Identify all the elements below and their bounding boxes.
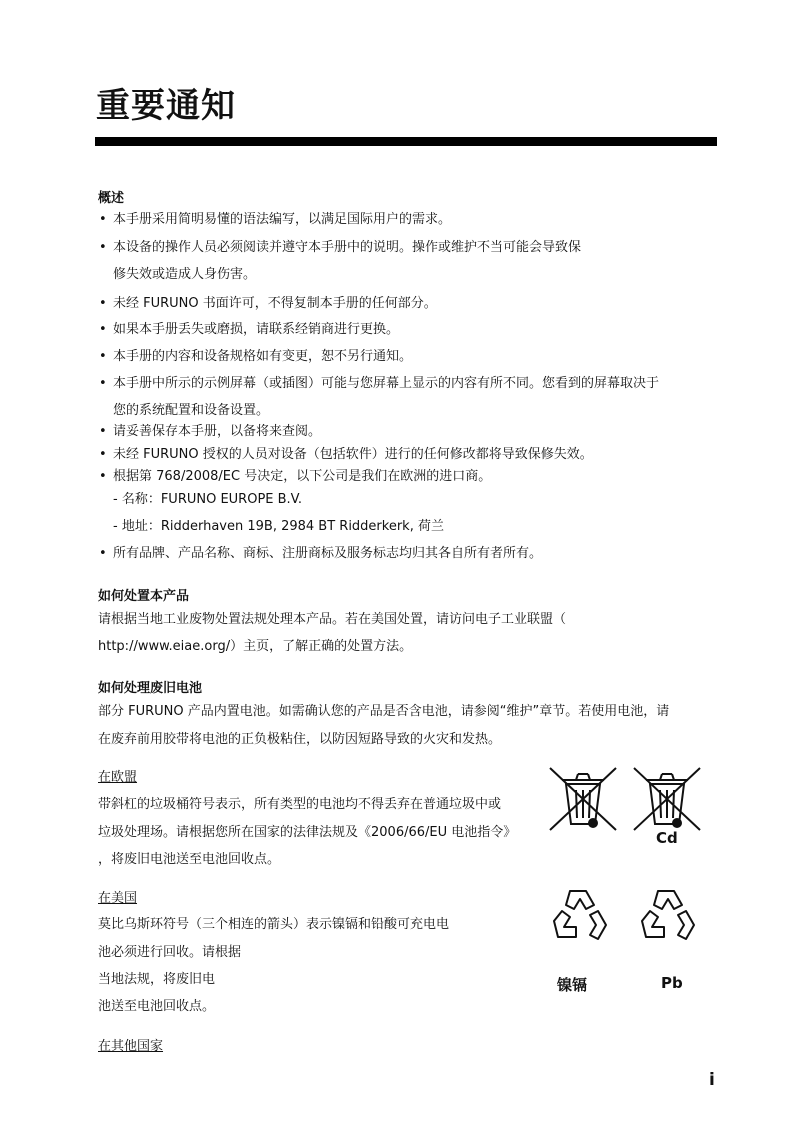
overview-bullet: • 本手册的内容和设备规格如有变更，恕不另行通知。 (113, 349, 412, 365)
dispose-product-heading: 如何处置本产品 (98, 589, 190, 604)
dispose-product-text: 请根据当地工业废物处置法规处理本产品。若在美国处置，请访问电子工业联盟（ (98, 612, 567, 627)
nicd-label: 镍镉 (557, 976, 588, 994)
dispose-battery-text: 在废弃前用胶带将电池的正负极粘住，以防因短路导致的火灾和发热。 (98, 732, 502, 747)
overview-bullet-cont: 修失效或造成人身伤害。 (113, 267, 257, 282)
us-heading: 在美国 (98, 891, 138, 906)
page-number: i (709, 1070, 715, 1090)
dispose-battery-heading: 如何处理废旧电池 (98, 681, 203, 696)
cd-label: Cd (656, 829, 678, 847)
overview-bullet: • 根据第 768/2008/EC 号决定，以下公司是我们在欧洲的进口商。 (113, 469, 491, 485)
us-text: 当地法规，将废旧电 (98, 972, 216, 987)
us-text: 莫比乌斯环符号（三个相连的箭头）表示镍镉和铅酸可充电电 (98, 917, 450, 932)
other-heading: 在其他国家 (98, 1039, 164, 1054)
crossed-bin-cd-icon (632, 766, 702, 832)
overview-bullet: • 本设备的操作人员必须阅读并遵守本手册中的说明。操作或维护不当可能会导致保 (113, 240, 581, 256)
eu-text: 带斜杠的垃圾桶符号表示，所有类型的电池均不得丢弃在普通垃圾中或 (98, 797, 502, 812)
importer-address: - 地址：Ridderhaven 19B, 2984 BT Ridderkerk, 荷兰 (113, 519, 444, 534)
dispose-product-text: http://www.eiae.org/）主页，了解正确的处置方法。 (98, 639, 413, 654)
recycle-pb-icon (634, 885, 700, 951)
dispose-battery-text: 部分 FURUNO 产品内置电池。如需确认您的产品是否含电池，请参阅“维护”章节。若使用电池，请 (98, 704, 670, 719)
us-text: 池必须进行回收。请根据 (98, 945, 242, 960)
importer-name: - 名称：FURUNO EUROPE B.V. (113, 492, 303, 507)
overview-bullet: • 请妥善保存本手册，以备将来查阅。 (113, 424, 321, 440)
pb-label: Pb (661, 974, 683, 992)
page-title: 重要通知 (96, 86, 236, 126)
overview-heading: 概述 (98, 191, 125, 206)
eu-text: ，将废旧电池送至电池回收点。 (98, 852, 281, 867)
us-text: 池送至电池回收点。 (98, 999, 216, 1014)
crossed-bin-icon (548, 766, 618, 832)
recycle-nicd-icon (546, 885, 612, 951)
overview-bullet: • 本手册采用简明易懂的语法编写，以满足国际用户的需求。 (113, 212, 451, 228)
overview-bullet: • 本手册中所示的示例屏幕（或插图）可能与您屏幕上显示的内容有所不同。您看到的屏幕取决于 (113, 376, 659, 392)
overview-bullet: • 所有品牌、产品名称、商标、注册商标及服务标志均归其各自所有者所有。 (113, 546, 542, 562)
eu-text: 垃圾处理场。请根据您所在国家的法律法规及《2006/66/EU 电池指令》 (98, 825, 517, 840)
overview-bullet: • 如果本手册丢失或磨损，请联系经销商进行更换。 (113, 322, 399, 338)
overview-bullet-cont: 您的系统配置和设备设置。 (113, 403, 270, 418)
overview-bullet: • 未经 FURUNO 书面许可，不得复制本手册的任何部分。 (113, 296, 437, 312)
eu-heading: 在欧盟 (98, 770, 138, 785)
overview-bullet: • 未经 FURUNO 授权的人员对设备（包括软件）进行的任何修改都将导致保修失效。 (113, 447, 593, 463)
title-rule (95, 137, 717, 146)
